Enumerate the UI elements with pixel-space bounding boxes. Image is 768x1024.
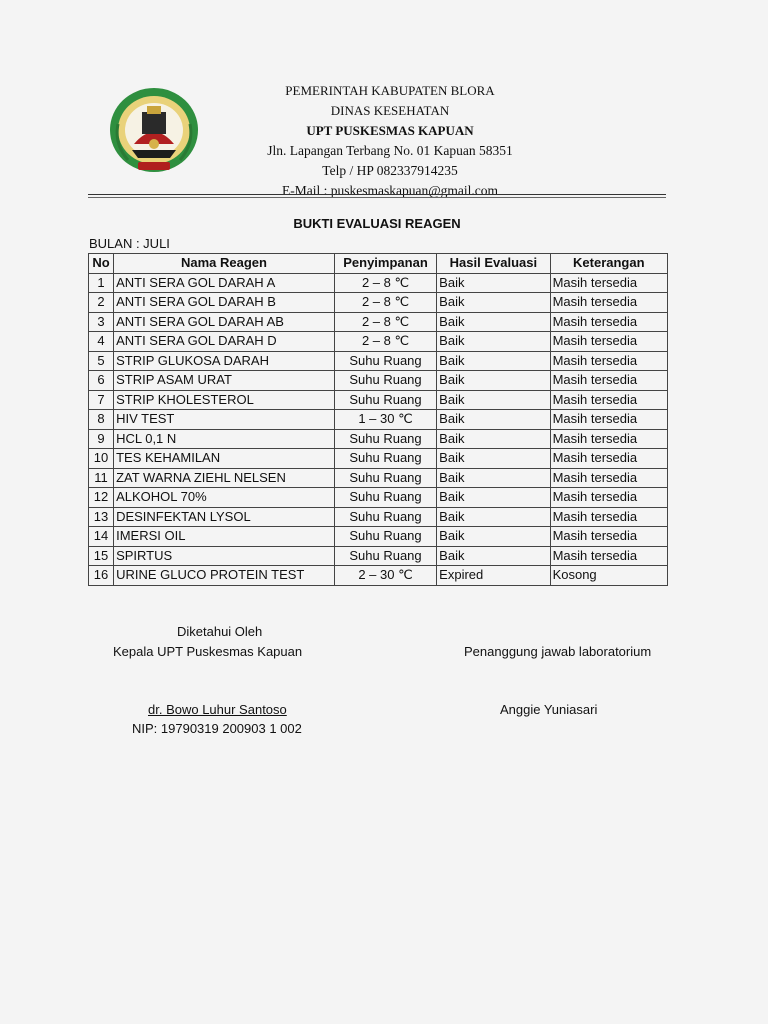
row-reagent-name: ALKOHOL 70% (114, 488, 335, 508)
row-note: Masih tersedia (550, 449, 667, 469)
row-note: Masih tersedia (550, 410, 667, 430)
row-storage: Suhu Ruang (334, 488, 436, 508)
row-storage: 2 – 30 ℃ (334, 566, 436, 586)
row-reagent-name: TES KEHAMILAN (114, 449, 335, 469)
row-reagent-name: STRIP KHOLESTEROL (114, 390, 335, 410)
reagent-table (88, 253, 668, 586)
row-note: Masih tersedia (550, 488, 667, 508)
acknowledged-by: Diketahui Oleh (177, 624, 263, 639)
row-evaluation: Baik (437, 371, 550, 391)
row-storage: 2 – 8 ℃ (334, 273, 436, 293)
table-row (89, 468, 668, 488)
row-storage: Suhu Ruang (334, 449, 436, 469)
row-reagent-name: STRIP ASAM URAT (114, 371, 335, 391)
row-no: 9 (89, 429, 114, 449)
row-storage: Suhu Ruang (334, 371, 436, 391)
row-no: 3 (89, 312, 114, 332)
row-note: Masih tersedia (550, 351, 667, 371)
table-row (89, 488, 668, 508)
row-evaluation: Baik (437, 429, 550, 449)
table-row (89, 527, 668, 547)
row-note: Masih tersedia (550, 546, 667, 566)
header-no: No (89, 254, 114, 274)
row-note: Masih tersedia (550, 390, 667, 410)
row-reagent-name: ANTI SERA GOL DARAH A (114, 273, 335, 293)
letterhead-phone: Telp / HP 082337914235 (322, 163, 458, 178)
row-no: 11 (89, 468, 114, 488)
kabupaten-blora-emblem (104, 84, 204, 176)
head-nip: NIP: 19790319 200903 1 002 (132, 721, 302, 736)
row-reagent-name: HCL 0,1 N (114, 429, 335, 449)
row-storage: 2 – 8 ℃ (334, 293, 436, 313)
row-storage: 1 – 30 ℃ (334, 410, 436, 430)
table-row (89, 449, 668, 469)
row-evaluation: Baik (437, 449, 550, 469)
row-evaluation: Baik (437, 273, 550, 293)
row-storage: Suhu Ruang (334, 390, 436, 410)
row-reagent-name: STRIP GLUKOSA DARAH (114, 351, 335, 371)
table-row (89, 351, 668, 371)
row-note: Masih tersedia (550, 429, 667, 449)
row-storage: Suhu Ruang (334, 546, 436, 566)
row-note: Masih tersedia (550, 371, 667, 391)
row-note: Masih tersedia (550, 468, 667, 488)
table-row (89, 332, 668, 352)
row-reagent-name: ANTI SERA GOL DARAH B (114, 293, 335, 313)
table-row (89, 273, 668, 293)
letterhead-divider (88, 194, 666, 195)
letterhead-divider-thin (88, 197, 666, 198)
row-note: Masih tersedia (550, 293, 667, 313)
table-row (89, 390, 668, 410)
row-reagent-name: ANTI SERA GOL DARAH D (114, 332, 335, 352)
row-evaluation: Baik (437, 332, 550, 352)
row-note: Masih tersedia (550, 507, 667, 527)
report-month: BULAN : JULI (89, 236, 170, 251)
letterhead-government: PEMERINTAH KABUPATEN BLORA (285, 83, 495, 98)
row-storage: Suhu Ruang (334, 351, 436, 371)
row-reagent-name: ZAT WARNA ZIEHL NELSEN (114, 468, 335, 488)
row-evaluation: Baik (437, 527, 550, 547)
row-no: 4 (89, 332, 114, 352)
row-storage: Suhu Ruang (334, 429, 436, 449)
row-evaluation: Expired (437, 566, 550, 586)
row-reagent-name: ANTI SERA GOL DARAH AB (114, 312, 335, 332)
table-row (89, 507, 668, 527)
header-storage: Penyimpanan (334, 254, 436, 274)
row-reagent-name: DESINFEKTAN LYSOL (114, 507, 335, 527)
lab-responsible-title: Penanggung jawab laboratorium (464, 644, 652, 659)
letterhead-email: E-Mail : puskesmaskapuan@gmail.com (281, 183, 498, 198)
row-evaluation: Baik (437, 390, 550, 410)
table-row (89, 312, 668, 332)
row-no: 7 (89, 390, 114, 410)
table-row (89, 429, 668, 449)
row-no: 14 (89, 527, 114, 547)
row-reagent-name: SPIRTUS (114, 546, 335, 566)
row-evaluation: Baik (437, 410, 550, 430)
table-row (89, 546, 668, 566)
table-row (89, 566, 668, 586)
row-note: Kosong (550, 566, 667, 586)
letterhead-address: Jln. Lapangan Terbang No. 01 Kapuan 58351 (267, 143, 513, 158)
row-no: 2 (89, 293, 114, 313)
row-note: Masih tersedia (550, 527, 667, 547)
row-note: Masih tersedia (550, 332, 667, 352)
row-evaluation: Baik (437, 293, 550, 313)
row-storage: 2 – 8 ℃ (334, 332, 436, 352)
table-row (89, 293, 668, 313)
header-evaluation: Hasil Evaluasi (437, 254, 550, 274)
row-evaluation: Baik (437, 488, 550, 508)
row-storage: Suhu Ruang (334, 527, 436, 547)
row-no: 12 (89, 488, 114, 508)
row-evaluation: Baik (437, 468, 550, 488)
row-note: Masih tersedia (550, 273, 667, 293)
lab-responsible-name: Anggie Yuniasari (500, 702, 598, 717)
head-title: Kepala UPT Puskesmas Kapuan (113, 644, 303, 659)
row-storage: Suhu Ruang (334, 507, 436, 527)
row-no: 16 (89, 566, 114, 586)
row-storage: Suhu Ruang (334, 468, 436, 488)
row-no: 5 (89, 351, 114, 371)
row-no: 10 (89, 449, 114, 469)
row-storage: 2 – 8 ℃ (334, 312, 436, 332)
row-no: 1 (89, 273, 114, 293)
head-name: dr. Bowo Luhur Santoso (148, 702, 287, 717)
row-evaluation: Baik (437, 507, 550, 527)
letterhead-institution: UPT PUSKESMAS KAPUAN (306, 123, 474, 138)
header-notes: Keterangan (550, 254, 667, 274)
letterhead (230, 81, 550, 201)
row-no: 6 (89, 371, 114, 391)
row-no: 13 (89, 507, 114, 527)
row-evaluation: Baik (437, 546, 550, 566)
row-no: 15 (89, 546, 114, 566)
table-row (89, 371, 668, 391)
row-reagent-name: HIV TEST (114, 410, 335, 430)
row-no: 8 (89, 410, 114, 430)
letterhead-department: DINAS KESEHATAN (330, 103, 450, 118)
row-note: Masih tersedia (550, 312, 667, 332)
row-reagent-name: IMERSI OIL (114, 527, 335, 547)
table-row (89, 410, 668, 430)
row-evaluation: Baik (437, 312, 550, 332)
document-title: BUKTI EVALUASI REAGEN (293, 216, 461, 231)
row-reagent-name: URINE GLUCO PROTEIN TEST (114, 566, 335, 586)
table-header-row (89, 254, 668, 274)
header-reagent-name: Nama Reagen (114, 254, 335, 274)
row-evaluation: Baik (437, 351, 550, 371)
